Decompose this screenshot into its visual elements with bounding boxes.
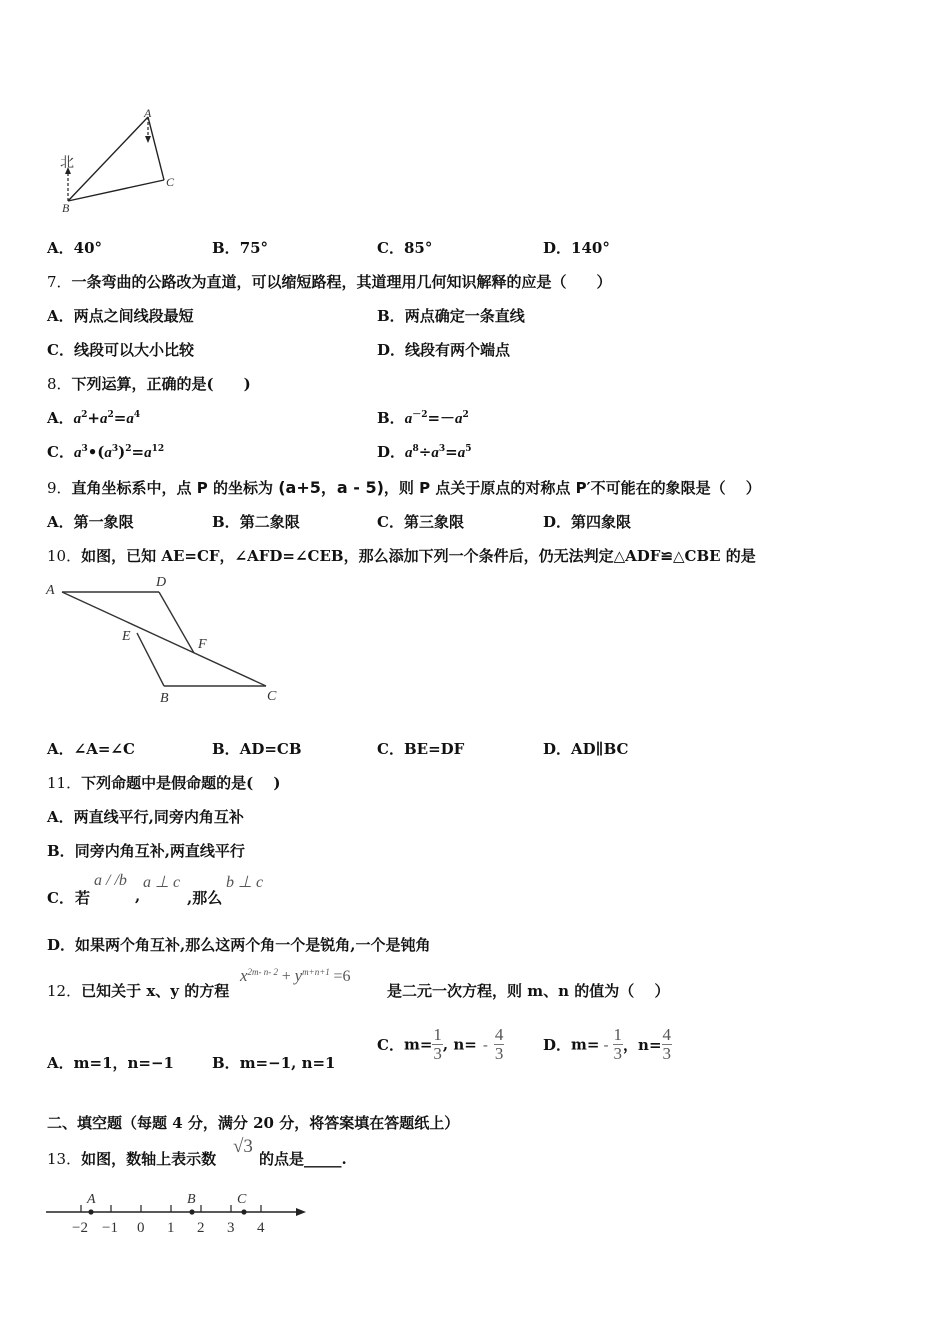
- q9-option-d: D．第四象限: [543, 513, 632, 531]
- tick-label: 2: [197, 1220, 205, 1236]
- q12-option-d: D．m= - $\frac{1}{3}$ ，n= $\frac{4}{3}$: [543, 1025, 672, 1063]
- q7-option-c: C．线段可以大小比较: [47, 341, 194, 359]
- q9-option-c: C．第三象限: [377, 513, 464, 531]
- label-C: C: [166, 175, 175, 189]
- tick-label: −1: [102, 1220, 118, 1236]
- q11-option-a: A．两直线平行,同旁内角互补: [47, 808, 244, 826]
- label-B: B: [160, 691, 169, 706]
- q10-option-a: A．∠A=∠C: [47, 740, 135, 758]
- q7-stem: 7．一条弯曲的公路改为直道，可以缩短路程，其道理用几何知识解释的应是（ ）: [47, 273, 612, 291]
- q9-option-a: A．第一象限: [47, 513, 134, 531]
- q11-option-b: B．同旁内角互补,两直线平行: [47, 842, 245, 860]
- point-C: C: [237, 1192, 247, 1207]
- q12-stem: 12．已知关于 x、y 的方程 $x^{2m- n- 2} + y^{m+n+1} =6$ 是二元一次方程，则 m、n 的值为（ ）: [47, 966, 670, 1000]
- label-F: F: [198, 637, 207, 652]
- q13-stem: 13．如图，数轴上表示数 √3 的点是_____.: [47, 1136, 347, 1168]
- label-A: A: [144, 106, 152, 120]
- label-C: C: [267, 689, 277, 704]
- q6-figure: [50, 105, 190, 215]
- north-label: 北: [60, 156, 74, 171]
- tick-label: −2: [72, 1220, 88, 1236]
- q11-option-c: C． 若 a / /b , a ⊥ c ,那么 b ⊥ c: [47, 872, 264, 907]
- q8-option-b: B．$a^{-2}=-a^2$: [377, 409, 469, 427]
- q12-option-a: A．m=1，n=−1: [47, 1054, 174, 1072]
- tick-label: 1: [167, 1220, 175, 1236]
- q8-option-d: D．$a^8\div a^3=a^5$: [377, 443, 472, 461]
- q7-option-d: D．线段有两个端点: [377, 341, 511, 359]
- q7-option-a: A．两点之间线段最短: [47, 307, 194, 325]
- tick-label: 0: [137, 1220, 145, 1236]
- tick-label: 3: [227, 1220, 235, 1236]
- q9-stem: 9．直角坐标系中，点 P 的坐标为 (a+5，a - 5)，则 P 点关于原点的对称点 P′不可能在的象限是（ ）: [47, 478, 761, 497]
- label-D: D: [156, 575, 167, 590]
- q10-option-d: D．AD∥BC: [543, 740, 629, 758]
- q12-equation: $x^{2m- n- 2} + y^{m+n+1} =6$: [240, 966, 351, 985]
- q11-stem: 11．下列命题中是假命题的是( ): [47, 774, 281, 792]
- q8-option-a: A．$a^2+a^2=a^4$: [47, 409, 141, 427]
- q12-option-b: B．m=−1, n=1: [212, 1054, 336, 1072]
- q9-option-b: B．第二象限: [212, 513, 300, 531]
- label-E: E: [122, 629, 131, 644]
- q13-number-line: [44, 1186, 314, 1238]
- q10-option-b: B．AD=CB: [212, 740, 302, 758]
- label-B: B: [62, 201, 70, 215]
- point-B: B: [187, 1192, 196, 1207]
- tick-label: 4: [257, 1220, 265, 1236]
- q10-option-c: C．BE=DF: [377, 740, 465, 758]
- section-title: 二、填空题（每题 4 分，满分 20 分，将答案填在答题纸上）: [47, 1114, 460, 1132]
- q12-option-c: C．m= $\frac{1}{3}$ , n= - $\frac{4}{3}$: [377, 1025, 504, 1063]
- q7-option-b: B．两点确定一条直线: [377, 307, 525, 325]
- q8-stem: 8．下列运算，正确的是( ): [47, 375, 251, 393]
- label-A: A: [46, 583, 55, 598]
- q10-figure: [44, 572, 284, 707]
- q8-option-c: C．$a^3•(a^3)^2=a^{12}$: [47, 443, 165, 461]
- point-A: A: [87, 1192, 96, 1207]
- q11-option-d: D．如果两个角互补,那么这两个角一个是锐角,一个是钝角: [47, 936, 431, 954]
- q10-stem: 10．如图，已知 AE=CF，∠AFD=∠CEB，那么添加下列一个条件后，仍无法判定△ADF≌△CBE 的是: [47, 547, 756, 565]
